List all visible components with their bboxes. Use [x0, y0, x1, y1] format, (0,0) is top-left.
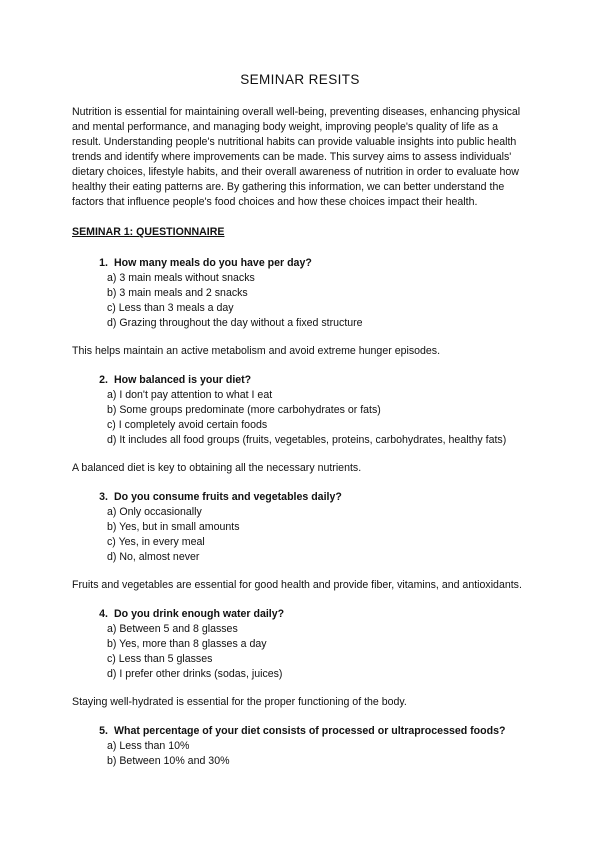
option-item: d) I prefer other drinks (sodas, juices): [107, 668, 283, 680]
question-5: [90, 724, 528, 739]
options-list: [107, 739, 528, 769]
question-text: What percentage of your diet consists of processed or ultraprocessed foods?: [114, 725, 506, 737]
question-4: [90, 607, 528, 622]
option-item: c) I completely avoid certain foods: [107, 419, 268, 431]
question-number: 3.: [99, 491, 108, 503]
question-2: [90, 373, 528, 388]
options-list: [107, 388, 528, 448]
option-item: b) Yes, but in small amounts: [107, 521, 240, 533]
options-list: [107, 271, 528, 331]
options-list: [107, 505, 528, 565]
option-item: c) Less than 5 glasses: [107, 653, 213, 665]
option-item: b) 3 main meals and 2 snacks: [107, 287, 248, 299]
option-item: d) No, almost never: [107, 551, 200, 563]
question-text: How balanced is your diet?: [114, 374, 252, 386]
question-text: Do you drink enough water daily?: [114, 608, 285, 620]
question-1: [90, 256, 528, 271]
option-item: d) Grazing throughout the day without a fixed structure: [107, 317, 363, 329]
question-3: [90, 490, 528, 505]
question-number: 2.: [99, 374, 108, 386]
question-number: 1.: [99, 257, 108, 269]
section-heading: SEMINAR 1: QUESTIONNAIRE: [72, 226, 225, 238]
question-block-1: [72, 256, 528, 359]
page-title: SEMINAR RESITS: [240, 72, 360, 87]
question-number: 4.: [99, 608, 108, 620]
option-item: d) It includes all food groups (fruits, vegetables, proteins, carbohydrates, healthy fats): [107, 434, 507, 446]
question-note: This helps maintain an active metabolism and avoid extreme hunger episodes.: [72, 345, 441, 357]
option-item: c) Yes, in every meal: [107, 536, 205, 548]
question-note: Staying well-hydrated is essential for the proper functioning of the body.: [72, 696, 407, 708]
question-text: Do you consume fruits and vegetables daily?: [114, 491, 342, 503]
option-item: b) Yes, more than 8 glasses a day: [107, 638, 267, 650]
option-item: a) I don't pay attention to what I eat: [107, 389, 273, 401]
intro-paragraph: Nutrition is essential for maintaining overall well-being, preventing diseases, enhancing physical and mental performance, and managing body weight, improving people's quality of life as a result. Understanding people's nutritional habits can provide valuable insights into public health trends and identify where improvements can be made. This survey aims to assess individuals' dietary choices, lifestyle habits, and their overall awareness of nutrition in order to evaluate how healthy their eating patterns are. By gathering this information, we can better understand the factors that influence people's food choices and how these choices impact their health.: [72, 106, 521, 208]
options-list: [107, 622, 528, 682]
option-item: c) Less than 3 meals a day: [107, 302, 234, 314]
question-note: A balanced diet is key to obtaining all the necessary nutrients.: [72, 462, 362, 474]
option-item: b) Some groups predominate (more carbohydrates or fats): [107, 404, 381, 416]
question-number: 5.: [99, 725, 108, 737]
option-item: a) Less than 10%: [107, 740, 190, 752]
option-item: a) Only occasionally: [107, 506, 202, 518]
option-item: a) 3 main meals without snacks: [107, 272, 255, 284]
option-item: a) Between 5 and 8 glasses: [107, 623, 238, 635]
question-note: Fruits and vegetables are essential for good health and provide fiber, vitamins, and antioxidants.: [72, 579, 522, 591]
question-block-3: [72, 490, 528, 593]
question-block-2: [72, 373, 528, 476]
question-block-5: [72, 724, 528, 769]
question-block-4: [72, 607, 528, 710]
question-text: How many meals do you have per day?: [114, 257, 312, 269]
option-item: b) Between 10% and 30%: [107, 755, 230, 767]
